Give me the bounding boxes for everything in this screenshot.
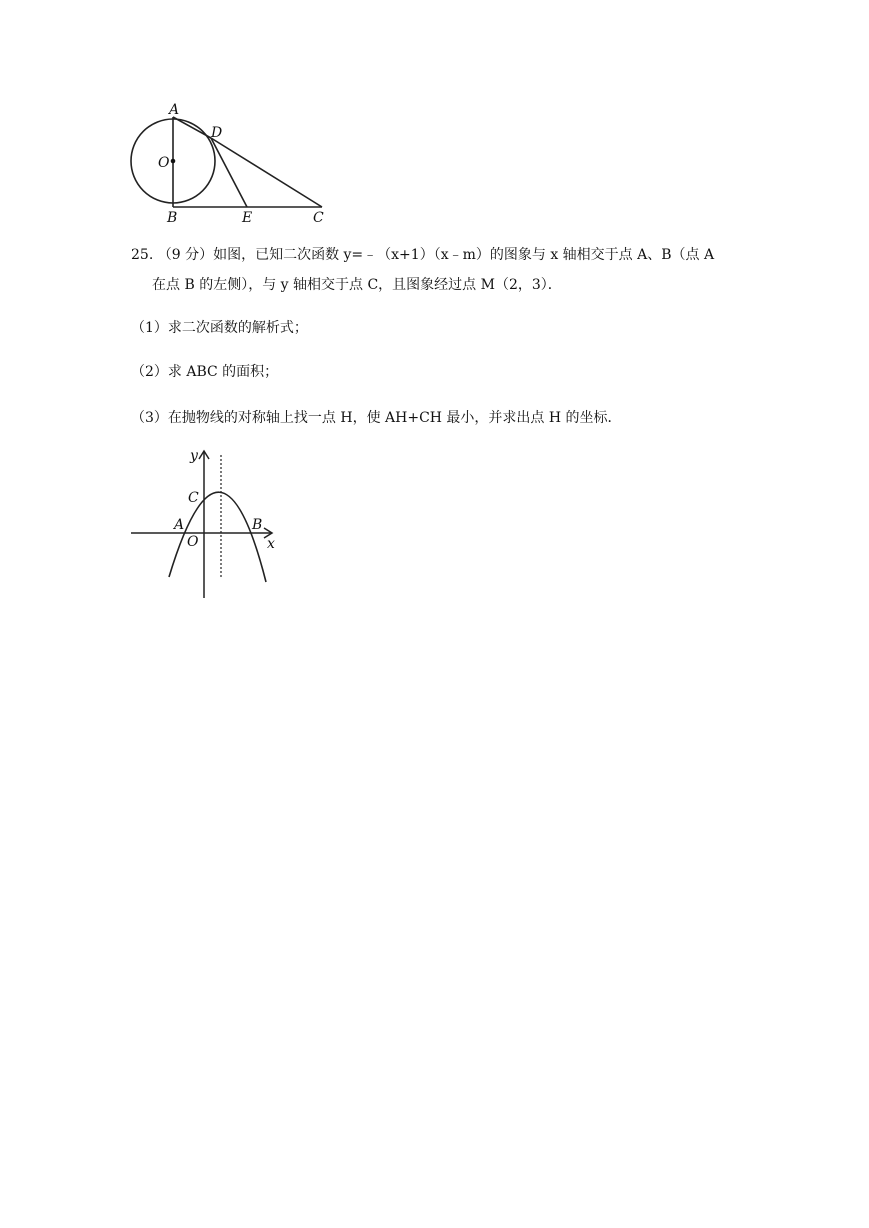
circle-tangent-figure — [126, 100, 336, 225]
label-o: O — [158, 155, 170, 171]
question-part-3: （3）在抛物线的对称轴上找一点 H，使 AH+CH 最小，并求出点 H 的坐标． — [131, 410, 622, 426]
parabola-curve — [169, 492, 266, 582]
center-point-o — [171, 159, 176, 164]
parabola-figure — [126, 447, 286, 602]
label-b: B — [252, 517, 263, 533]
label-c: C — [188, 490, 199, 506]
label-c: C — [313, 210, 324, 225]
question-25-line-2: 在点 B 的左侧），与 y 轴相交于点 C，且图象经过点 M（2，3）． — [152, 277, 562, 293]
segment-dc — [211, 138, 322, 207]
label-a: A — [174, 517, 185, 533]
question-part-1: （1）求二次函数的解析式； — [131, 320, 308, 336]
segment-ad — [173, 117, 211, 138]
label-a: A — [169, 102, 180, 118]
question-part-2: （2）求 ABC 的面积； — [131, 364, 279, 380]
label-b: B — [167, 210, 178, 225]
label-e: E — [242, 210, 253, 225]
label-x: x — [267, 536, 275, 552]
label-d: D — [211, 125, 223, 141]
question-25-line-1: 25. （9 分）如图，已知二次函数 y=﹣（x+1）（x﹣m）的图象与 x 轴相交于点 A、B（点 A — [131, 247, 715, 263]
label-o: O — [187, 534, 199, 550]
label-y: y — [190, 448, 198, 464]
